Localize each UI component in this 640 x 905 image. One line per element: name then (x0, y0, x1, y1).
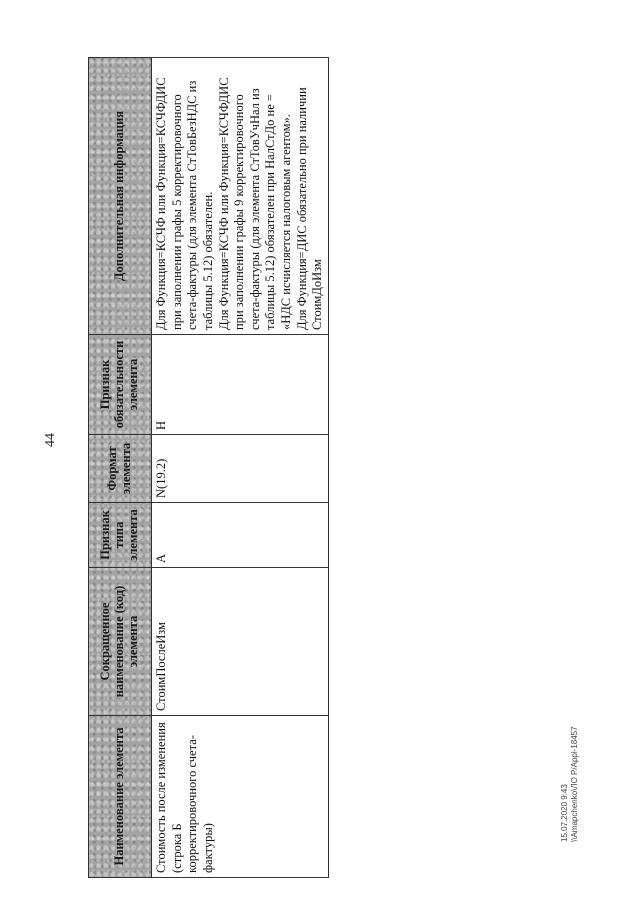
cell-additional-info: Для Функция=КСЧФ или Функция=КСЧФДИС при заполнении графы 5 корректировочного счета-фактуры (для элемента СтТовБезНДС из таблицы 5.12) обязателен. Для Функция=КСЧФ или Функция=КСЧФДИС при заполнении графы 9 корректировочного счета-фактуры (для элемента СтТовУчНал из таблицы 5.12) обязателен при НалСтДо не = «НДС исчисляется налоговым агентом». Для Функция=ДИС обязательно при наличии СтоимДоИзм (152, 58, 329, 335)
table-row (152, 58, 329, 878)
header-element-format: Формат элемента (89, 435, 152, 503)
header-element-code: Сокращенное наименование (код) элемента (89, 568, 152, 716)
cell-element-format: N(19.2) (152, 435, 329, 503)
footer-stamp (560, 726, 580, 842)
cell-element-code: СтоимПослеИзм (152, 568, 329, 716)
header-element-required: Признак обязательности элемента (89, 335, 152, 435)
footer-timestamp: 15.07.2020 9:43 (560, 784, 569, 842)
page-number: 44 (43, 433, 58, 447)
cell-element-name: Стоимость после изменения (строка Б корректировочного счета-фактуры) (152, 716, 329, 878)
header-additional-info: Дополнительная информация (89, 58, 152, 335)
rotated-table-container (88, 58, 328, 878)
cell-element-required: Н (152, 335, 329, 435)
element-spec-table (88, 57, 329, 878)
header-element-name: Наименование элемента (89, 716, 152, 878)
cell-element-type: А (152, 503, 329, 568)
table-header-row (89, 58, 152, 878)
footer-file-path: \\Amapchenko\ЛО Р/Appl-18457 (570, 726, 579, 842)
header-element-type: Признак типа элемента (89, 503, 152, 568)
